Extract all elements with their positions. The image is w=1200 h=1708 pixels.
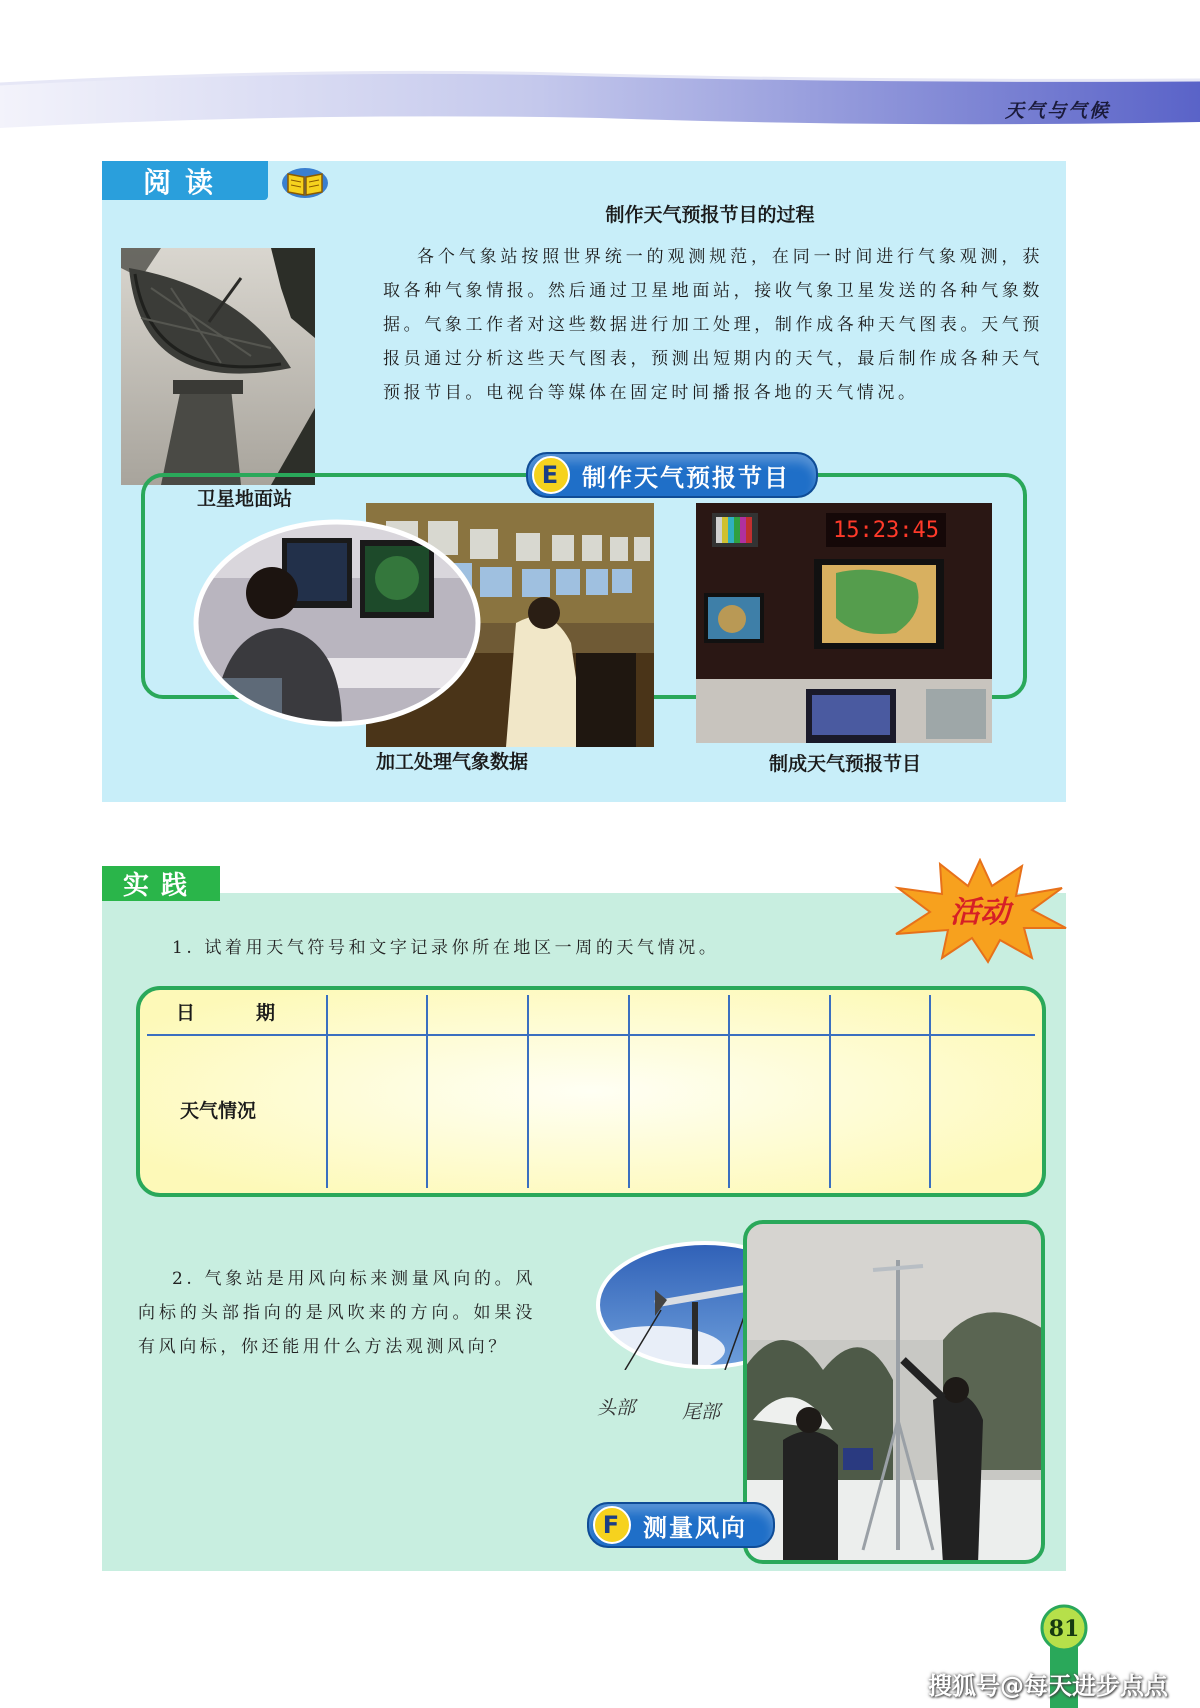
book-icon (280, 164, 330, 200)
question-1: 1. 试着用天气符号和文字记录你所在地区一周的天气情况。 (172, 938, 720, 958)
photo-title-pill (587, 1502, 775, 1548)
table-header-date-b: 期 (256, 1002, 276, 1024)
reading-heading: 制作天气预报节目的过程 (605, 204, 815, 226)
table-header-date-a: 日 (176, 1002, 196, 1024)
label-head: 头部 (597, 1397, 636, 1419)
photo-badge: F (593, 1506, 631, 1544)
monitor-oval-photo (192, 518, 482, 728)
page-number: 81 (1048, 1616, 1080, 1642)
reading-tag: 阅读 (102, 161, 268, 200)
photo-title: 测量风向 (643, 1513, 747, 1542)
studio-caption: 制成天气预报节目 (769, 753, 922, 775)
chapter-title: 天气与气候 (1004, 100, 1110, 122)
question-2: 2. 气象站是用风向标来测量风向的。风向标的头部指向的是风吹来的方向。如果没有风向标，你还能用什么方法观测风向？ (138, 1269, 536, 1357)
studio-photo (696, 503, 992, 743)
flow-title: 制作天气预报节目 (582, 463, 790, 492)
studio-clock: 15:23:45 (833, 518, 939, 543)
table-row-weather: 天气情况 (180, 1100, 257, 1122)
flow-title-pill (526, 452, 818, 498)
processing-caption: 加工处理气象数据 (376, 751, 529, 773)
activity-starburst-icon (892, 858, 1068, 964)
watermark: 搜狐号@每天进步点点 (928, 1672, 1168, 1700)
label-tail: 尾部 (682, 1401, 721, 1423)
activity-badge-text: 活动 (950, 895, 1010, 930)
wind-measurement-photo (743, 1220, 1045, 1564)
reading-body: 各个气象站按照世界统一的观测规范，在同一时间进行气象观测，获取各种气象情报。然后通过卫星地面站，接收气象卫星发送的各种气象数据。气象工作者对这些数据进行加工处理，制作成各种天气图表。天气预报员通过分析这些天气图表，预测出短期内的天气，最后制作成各种天气预报节目。电视台等媒体在固定时间播报各地的天气情况。 (383, 247, 1043, 403)
flow-badge: E (532, 456, 570, 494)
practice-tag: 实践 (102, 866, 220, 901)
satellite-station-caption: 卫星地面站 (197, 488, 293, 510)
satellite-dish-photo (121, 248, 315, 485)
